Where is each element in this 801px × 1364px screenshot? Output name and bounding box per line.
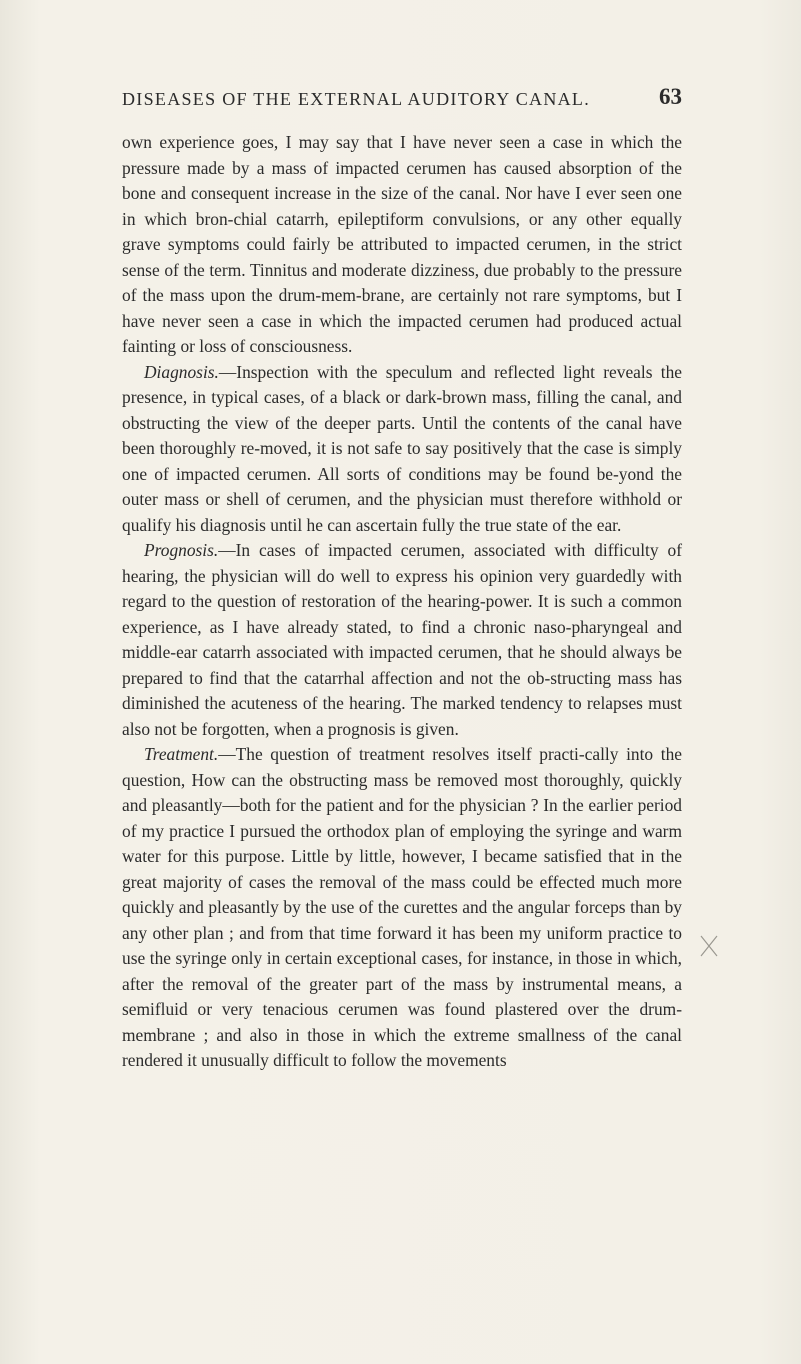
- running-title: DISEASES OF THE EXTERNAL AUDITORY CANAL.: [122, 89, 591, 109]
- page-number: 63: [659, 84, 682, 109]
- page-body-text: [122, 130, 682, 1074]
- paragraph-diagnosis: [122, 360, 682, 539]
- paragraph-treatment: [122, 742, 682, 1074]
- paragraph-prognosis: [122, 538, 682, 742]
- heading-prognosis: Prognosis.: [144, 540, 219, 560]
- running-header: [122, 85, 682, 113]
- paragraph-diagnosis-text: —Inspection with the speculum and reflected light reveals the presence, in typical cases, of a black or dark-brown mass, filling the canal, and obstructing the view of the deeper parts. Until the contents of the canal have been thoroughly re-moved, it is not safe to say positively that the case is simply one of impacted cerumen. All sorts of conditions may be found be-yond the outer mass or shell of cerumen, and the physician must therefore withhold or qualify his diagnosis until he can ascertain fully the true state of the ear.: [122, 361, 682, 535]
- margin-pencil-mark-icon: [698, 934, 720, 958]
- paragraph-opening: [122, 130, 682, 360]
- paragraph-prognosis-text: —In cases of impacted cerumen, associated with difficulty of hearing, the physician will do well to express his opinion very guardedly with regard to the question of restoration of the hearing-power. It is such a common experience, as I have already stated, to find a chronic naso-pharyngeal and middle-ear catarrh associated with impacted cerumen, that he should always be prepared to find that the catarrhal affection and not the ob-structing mass has diminished the acuteness of the hearing. The marked tendency to relapses must also not be forgotten, when a prognosis is given.: [122, 540, 682, 739]
- paragraph-treatment-text: —The question of treatment resolves itself practi-cally into the question, How can the obstructing mass be removed most thoroughly, quickly and pleasantly—both for the patient and for the physician ? In the earlier period of my practice I pursued the orthodox plan of employing the syringe and warm water for this purpose. Little by little, however, I became satisfied that in the great majority of cases the removal of the mass could be effected much more quickly and pleasantly by the use of the curettes and the angular forceps than by any other plan ; and from that time forward it has been my uniform practice to use the syringe only in certain exceptional cases, for instance, in those in which, after the removal of the greater part of the mass by instrumental means, a semifluid or very tenacious cerumen was found plastered over the drum-membrane ; and also in those in which the extreme smallness of the canal rendered it unusually difficult to follow the movements: [122, 744, 682, 1070]
- heading-diagnosis: Diagnosis.: [144, 361, 219, 382]
- heading-treatment: Treatment.: [144, 744, 219, 764]
- paragraph-opening-text: own experience goes, I may say that I have never seen a case in which the pressure made by a mass of impacted cerumen has caused absorption of the bone and consequent increase in the size of the canal. Nor have I ever seen one in which bron-chial catarrh, epileptiform convulsions, or any other equally grave symptoms could fairly be attributed to impacted cerumen, in the strict sense of the term. Tinnitus and moderate dizziness, due probably to the pressure of the mass upon the drum-mem-brane, are certainly not rare symptoms, but I have never seen a case in which the impacted cerumen had produced actual fainting or loss of consciousness.: [122, 132, 682, 356]
